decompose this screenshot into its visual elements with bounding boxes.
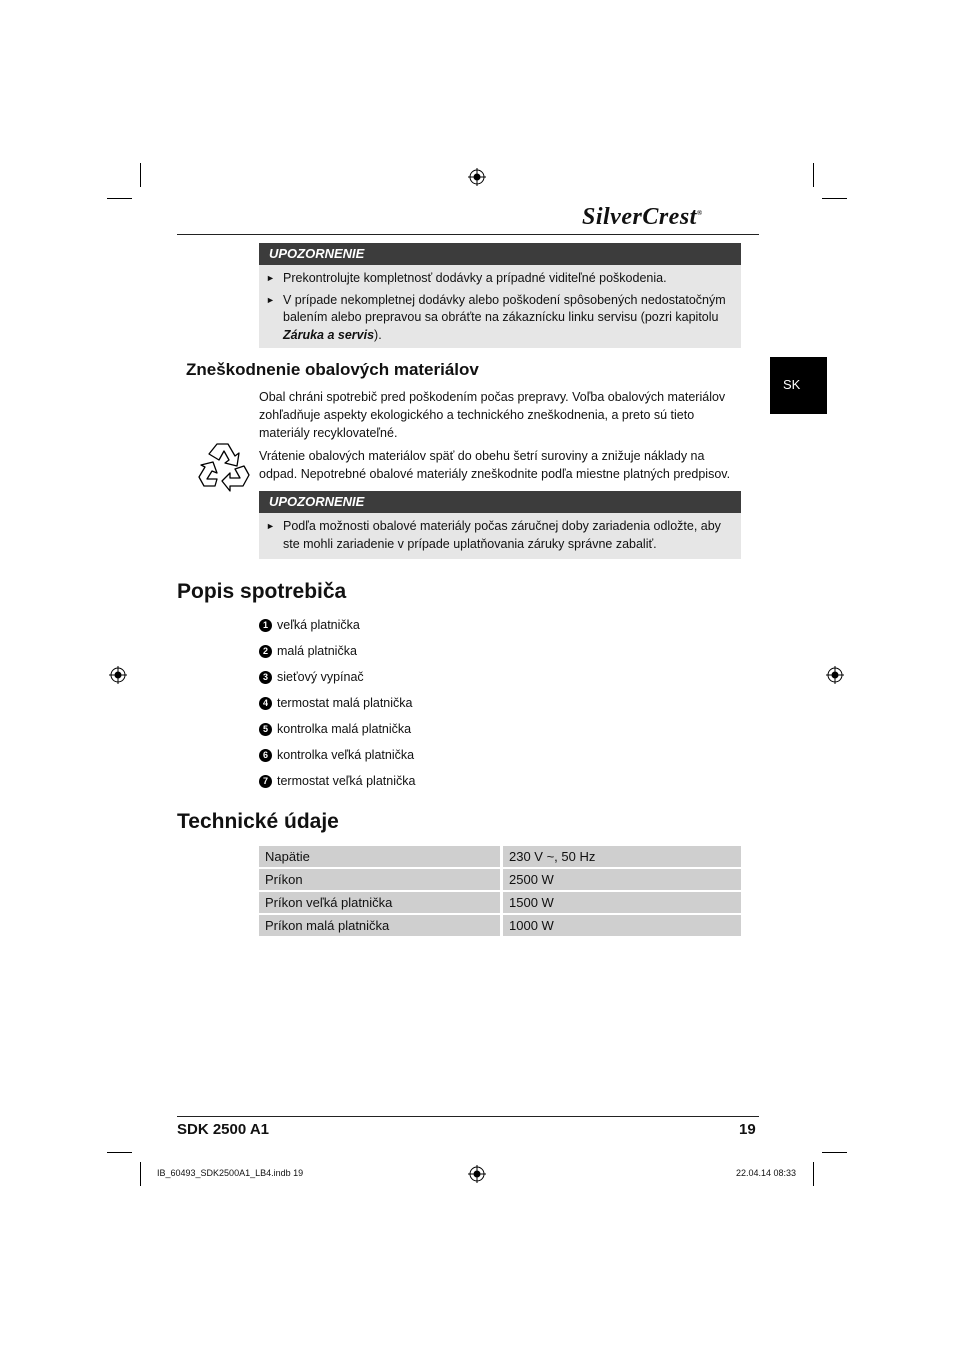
registration-mark-icon xyxy=(826,666,844,684)
number-badge: 2 xyxy=(259,645,272,658)
list-item: 2 malá platnička xyxy=(259,638,415,664)
crop-mark xyxy=(140,1162,141,1186)
spec-label: Príkon xyxy=(259,869,503,890)
number-badge: 5 xyxy=(259,723,272,736)
paragraph: Obal chráni spotrebič pred poškodením počas prepravy. Voľba obalových materiálov zohľadňuje aspekty ekologického a technického zneškodnenia, a preto sú tieto materiály recyklovateľné. xyxy=(259,390,726,440)
list-item: 1 veľká platnička xyxy=(259,612,415,638)
list-item: 6 kontrolka veľká platnička xyxy=(259,742,415,768)
section-heading: Zneškodnenie obalových materiálov xyxy=(186,360,479,379)
section-heading: Technické údaje xyxy=(177,810,339,833)
arrow-bullet-icon: ► xyxy=(266,294,275,305)
page-number: 19 xyxy=(739,1121,756,1138)
paragraph: Vrátenie obalových materiálov späť do obehu šetrí suroviny a znižuje náklady na odpad. Nepotrebné obalové materiály zneškodnite podľa miestne platných predpisov. xyxy=(259,449,731,481)
table-row xyxy=(259,892,741,913)
footer-rule xyxy=(177,1116,759,1117)
spec-value: 2500 W xyxy=(503,869,741,890)
notice-box xyxy=(259,243,741,348)
notice-item: ► Podľa možnosti obalové materiály počas záručnej doby zariadenia odložte, aby ste mohli zariadenie v prípade uplatňovania záruky správne zabaliť. xyxy=(266,519,721,551)
crop-mark xyxy=(822,198,847,199)
chapter-reference: Záruka a servis xyxy=(283,327,375,342)
spec-label: Napätie xyxy=(259,846,503,867)
table-row xyxy=(259,869,741,890)
header-rule xyxy=(177,234,759,235)
registration-mark-icon xyxy=(109,666,127,684)
parts-list xyxy=(259,612,415,794)
spec-value: 1500 W xyxy=(503,892,741,913)
number-badge: 1 xyxy=(259,619,272,632)
notice-box xyxy=(259,491,741,559)
registration-mark-icon xyxy=(468,168,486,186)
crop-mark xyxy=(822,1152,847,1153)
section-heading: Popis spotrebiča xyxy=(177,580,347,603)
brand-logo: SilverCrest® xyxy=(582,204,703,230)
number-badge: 4 xyxy=(259,697,272,710)
spec-value: 1000 W xyxy=(503,915,741,936)
spec-label: Príkon veľká platnička xyxy=(259,892,503,913)
spec-label: Príkon malá platnička xyxy=(259,915,503,936)
spec-table xyxy=(259,844,741,938)
notice-item: ► V prípade nekompletnej dodávky alebo poškodení spôsobených nedostatočným balením alebo prepravou sa obráťte na zákaznícku linku servisu (pozri kapitolu Záruka a servis). xyxy=(266,292,726,342)
notice-title: UPOZORNENIE xyxy=(259,243,741,265)
notice-item: ► Prekontrolujte kompletnosť dodávky a prípadné viditeľné poškodenia. xyxy=(259,270,731,288)
crop-mark xyxy=(813,1162,814,1186)
crop-mark xyxy=(140,163,141,187)
list-item: 5 kontrolka malá platnička xyxy=(259,716,415,742)
number-badge: 3 xyxy=(259,671,272,684)
crop-mark xyxy=(107,198,132,199)
print-slug-file: IB_60493_SDK2500A1_LB4.indb 19 xyxy=(157,1168,304,1178)
language-tab: SK xyxy=(770,357,827,414)
arrow-bullet-icon: ► xyxy=(266,273,275,283)
number-badge: 7 xyxy=(259,775,272,788)
table-row xyxy=(259,915,741,936)
table-row xyxy=(259,846,741,867)
crop-mark xyxy=(813,163,814,187)
print-slug-date: 22.04.14 08:33 xyxy=(736,1168,797,1178)
model-number: SDK 2500 A1 xyxy=(177,1121,269,1138)
spec-value: 230 V ~, 50 Hz xyxy=(503,846,741,867)
crop-mark xyxy=(107,1152,132,1153)
list-item: 3 sieťový vypínač xyxy=(259,664,415,690)
arrow-bullet-icon: ► xyxy=(266,521,275,531)
number-badge: 6 xyxy=(259,749,272,762)
recycle-icon xyxy=(195,438,253,492)
list-item: 4 termostat malá platnička xyxy=(259,690,415,716)
registration-mark-icon xyxy=(468,1165,486,1183)
list-item: 7 termostat veľká platnička xyxy=(259,768,415,794)
notice-title: UPOZORNENIE xyxy=(259,491,741,513)
